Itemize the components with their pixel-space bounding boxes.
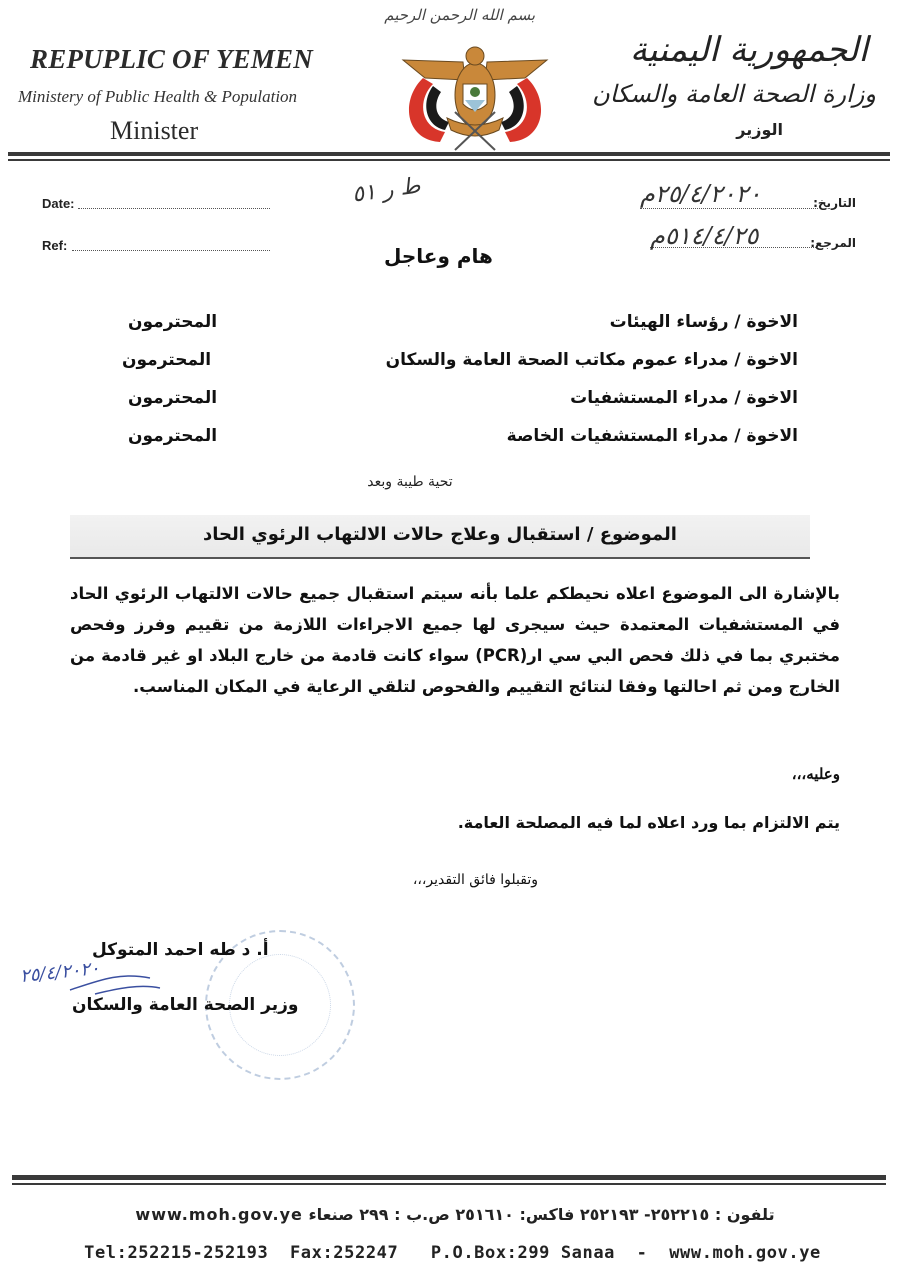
- english-position: Minister: [110, 116, 199, 145]
- subject-text: الموضوع / استقبال وعلاج حالات الالتهاب الرئوي الحاد: [203, 524, 677, 545]
- recipient-text: الاخوة / مدراء المستشفيات: [570, 388, 798, 408]
- yemen-emblem-icon: [384, 0, 555, 160]
- date-line-en: [78, 208, 270, 209]
- body-paragraph: بالإشارة الى الموضوع اعلاه نحيطكم علما بأنه سيتم استقبال جميع حالات الالتهاب الرئوي الحاد في المستشفيات المعتمدة حيث سيجرى لها جميع الاجراءات اللازمة من تقييم وفرز وفحص مختبري بما في ذلك فحص البي سي ار(PCR) سواء كانت قادمة من خارج البلاد او غير قادمة من الخارج ومن ثم احالتها وفقا لنتائج التقييم والفحوص لتلقي الرعاية في المكان المناسب.: [70, 584, 840, 696]
- recipient-text: الاخوة / مدراء المستشفيات الخاصة: [506, 426, 798, 446]
- english-country-name: REPUPLIC OF YEMEN: [30, 44, 313, 74]
- footer-contact-english: Tel:252215-252193 Fax:252247 P.O.Box:299 Sanaa - www.moh.gov.ye: [84, 1243, 821, 1263]
- recipient-honorific: المحترمون: [128, 388, 218, 408]
- recipient-text: الاخوة / مدراء عموم مكاتب الصحة العامة والسكان: [385, 350, 798, 370]
- header-rule-thick: [8, 152, 890, 156]
- date-line-ar: [640, 208, 818, 209]
- recipients-list: [98, 312, 798, 464]
- ref-label-en: Ref:: [42, 238, 68, 253]
- date-label-ar: التاريخ:: [813, 196, 856, 210]
- recipient-text: الاخوة / رؤساء الهيئات: [609, 312, 798, 332]
- signatory-title: وزير الصحة العامة والسكان: [72, 995, 299, 1015]
- closing-regards: وتقبلوا فائق التقدير،،،: [412, 872, 538, 888]
- handwritten-note: ط ر ٥١: [350, 173, 423, 208]
- recipient-row: [98, 426, 798, 464]
- recipient-row: [98, 312, 798, 350]
- urgency-label: هام وعاجل: [384, 244, 493, 268]
- handwritten-date: ٢٥/٤/٢٠٢٠م: [640, 180, 762, 208]
- basmala-calligraphy: بسم الله الرحمن الرحيم: [384, 6, 535, 24]
- arabic-position: الوزير: [736, 120, 783, 139]
- footer-contact-arabic: تلفون : ٢٥٢٢١٥- ٢٥٢١٩٣ فاكس: ٢٥١٦١٠ ص.ب : ٢٩٩ صنعاء www.moh.gov.ye: [135, 1205, 775, 1224]
- ref-line-en: [72, 250, 270, 251]
- recipient-row: [98, 388, 798, 426]
- footer-rule-thick: [12, 1175, 886, 1180]
- subject-box: [70, 515, 810, 559]
- arabic-ministry-name: وزارة الصحة العامة والسكان: [592, 80, 876, 108]
- date-label-en: Date:: [42, 196, 75, 211]
- closing-instruction: يتم الالتزام بما ورد اعلاه لما فيه المصلحة العامة.: [457, 813, 840, 832]
- ref-label-ar: المرجع:: [810, 236, 856, 250]
- signatory-name: أ. د طه احمد المتوكل: [92, 940, 269, 960]
- arabic-country-name: الجمهورية اليمنية: [629, 30, 868, 70]
- english-ministry-name: Ministery of Public Health & Population: [18, 87, 298, 106]
- recipient-row: [98, 350, 798, 388]
- recipient-honorific: المحترمون: [122, 350, 212, 370]
- footer-rule-thin: [12, 1183, 886, 1185]
- header-rule-thin: [8, 159, 890, 161]
- signature-handwritten-date: ٢٥/٤/٢٠٢٠: [19, 957, 101, 988]
- closing-accordingly: وعليه،،،: [791, 765, 840, 783]
- greeting: تحية طيبة وبعد: [367, 474, 453, 490]
- recipient-honorific: المحترمون: [128, 426, 218, 446]
- handwritten-ref: ٥١٤/٤/٢٥م: [650, 222, 759, 250]
- recipient-honorific: المحترمون: [128, 312, 218, 332]
